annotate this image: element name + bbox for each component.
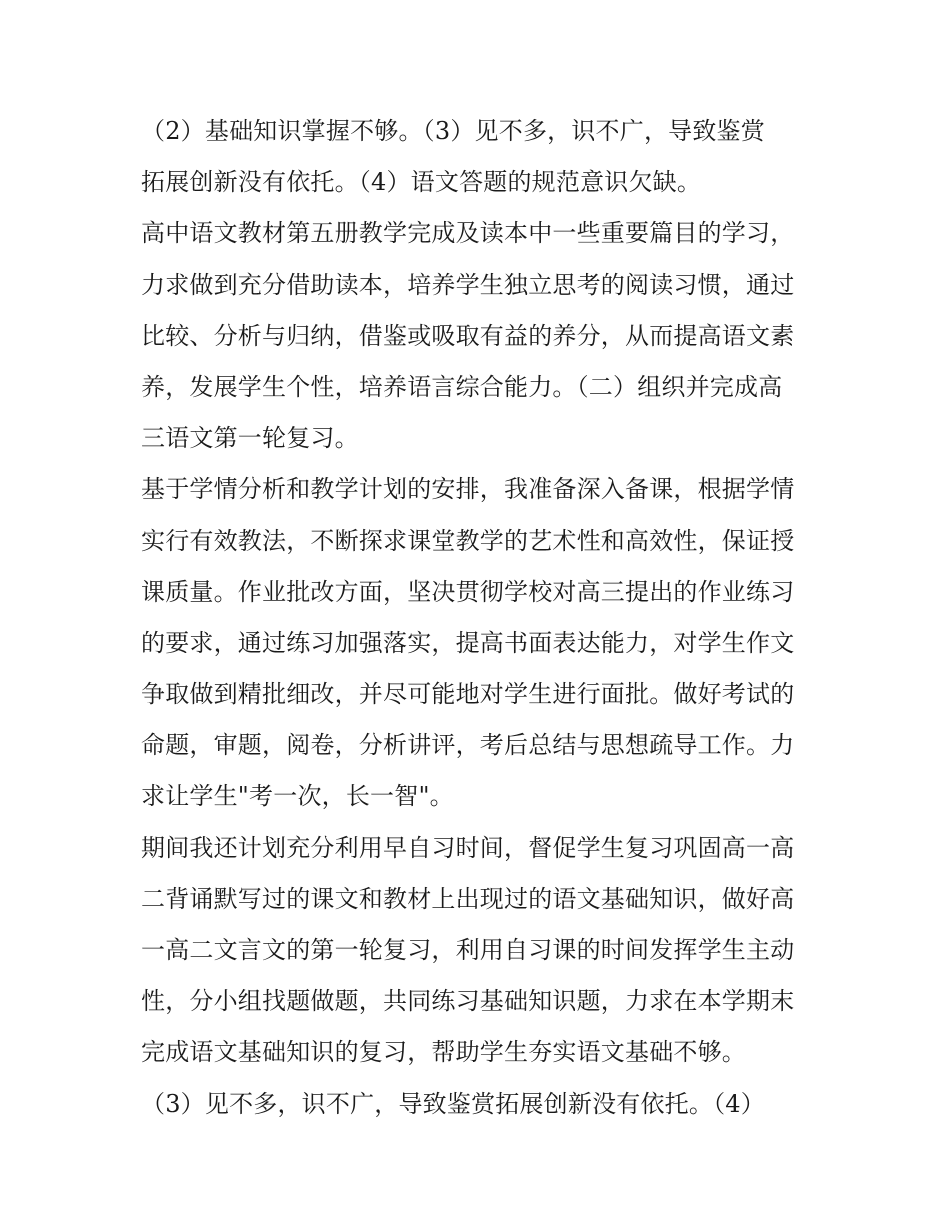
text-line: 性，分小组找题做题，共同练习基础知识题，力求在本学期末: [141, 987, 795, 1016]
text-line: 争取做到精批细改，并尽可能地对学生进行面批。做好考试的: [141, 680, 795, 709]
text-line: 比较、分析与归纳，借鉴或吸取有益的养分，从而提高语文素: [141, 321, 795, 350]
text-line: 拓展创新没有依托。（4）语文答题的规范意识欠缺。: [141, 168, 702, 197]
text-line: 一高二文言文的第一轮复习，利用自习课的时间发挥学生主动: [141, 936, 795, 964]
text-line: 命题，审题，阅卷，分析讲评，考后总结与思想疏导工作。力: [141, 731, 795, 760]
text-line: （2）基础知识掌握不够。（3）见不多，识不广，导致鉴赏: [141, 117, 765, 145]
text-line: 的要求，通过练习加强落实，提高书面表达能力，对学生作文: [141, 628, 795, 657]
text-line: 二背诵默写过的课文和教材上出现过的语文基础知识，做好高: [141, 884, 795, 913]
text-line: 基于学情分析和教学计划的安排，我准备深入备课，根据学情: [141, 475, 795, 504]
text-line: 力求做到充分借助读本，培养学生独立思考的阅读习惯，通过: [141, 270, 795, 299]
document-body: [141, 106, 821, 1130]
text-line: 三语文第一轮复习。: [141, 424, 359, 453]
text-line: 养，发展学生个性，培养语言综合能力。（二）组织并完成高: [141, 372, 783, 401]
text-line: 期间我还计划充分利用早自习时间，督促学生复习巩固高一高: [141, 833, 795, 862]
text-line: 求让学生"考一次，长一智"。: [141, 782, 454, 811]
text-line: 课质量。作业批改方面，坚决贯彻学校对高三提出的作业练习: [141, 577, 795, 606]
text-line: 实行有效教法，不断探求课堂教学的艺术性和高效性，保证授: [141, 526, 795, 555]
text-line: 高中语文教材第五册教学完成及读本中一些重要篇目的学习，: [141, 219, 795, 248]
text-line: 完成语文基础知识的复习，帮助学生夯实语文基础不够。: [141, 1038, 746, 1067]
text-line: （3）见不多，识不广，导致鉴赏拓展创新没有依托。（4）: [141, 1089, 765, 1118]
